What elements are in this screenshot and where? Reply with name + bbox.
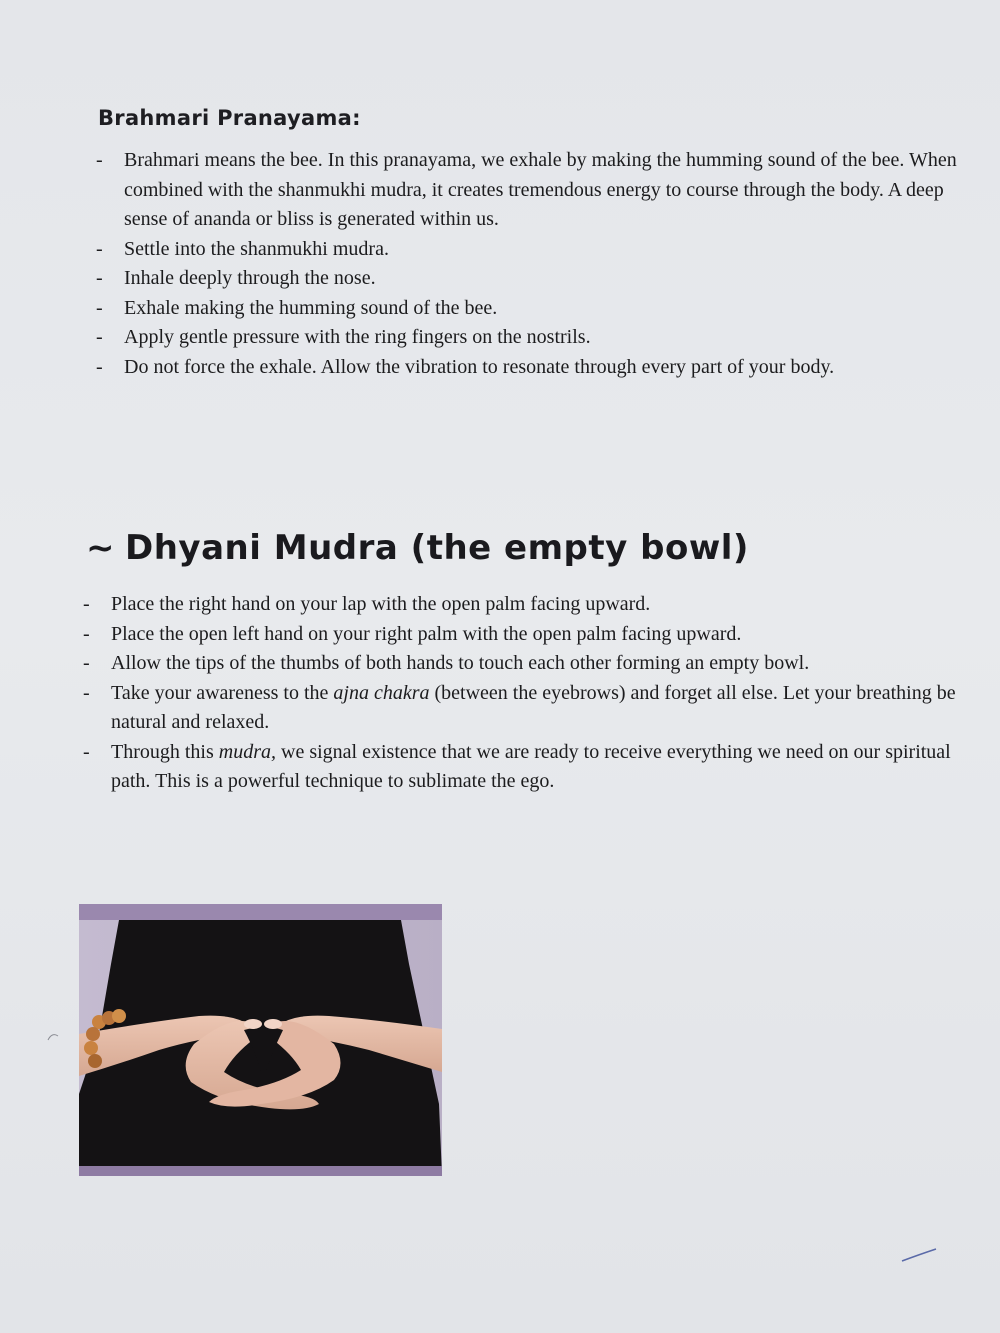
- list-item: [96, 323, 964, 353]
- list-item-text: Brahmari means the bee. In this pranayama, we exhale by making the humming sound of the bee. When combined with the shanmukhi mudra, it creates tremendous energy to course through the body. A deep sense of ananda or bliss is generated within us.: [124, 149, 957, 230]
- list-item: [96, 235, 964, 265]
- bullet-dash: -: [83, 740, 90, 763]
- list-item: [83, 738, 971, 797]
- right-thumb-tip: [264, 1019, 282, 1029]
- dhyani-mudra-heading: [86, 528, 749, 568]
- bullet-dash: -: [96, 149, 103, 171]
- list-item-text: Do not force the exhale. Allow the vibration to resonate through every part of your body.: [124, 355, 835, 378]
- list-item-text: (between the eyebrows) and forget all else. Let your breathing be natural and relaxed.: [111, 681, 956, 733]
- bullet-dash: -: [96, 326, 103, 348]
- dhyani-steps-list: [83, 590, 971, 797]
- bullet-dash: -: [83, 681, 90, 704]
- left-thumb-tip: [244, 1019, 262, 1029]
- dhyani-mudra-hands-photo: [79, 904, 442, 1176]
- dhyani-mudra-title: Dhyani Mudra (the empty bowl): [125, 528, 749, 568]
- list-item: [83, 679, 971, 738]
- bullet-dash: -: [96, 237, 103, 260]
- list-item-text: Through this: [111, 740, 219, 763]
- list-item: [83, 590, 971, 620]
- tilde-prefix: ~: [86, 528, 115, 568]
- list-item-text: Inhale deeply through the nose.: [124, 267, 376, 289]
- list-item-text: Apply gentle pressure with the ring fingers on the nostrils.: [124, 326, 591, 348]
- list-item: [83, 649, 971, 679]
- bullet-dash: -: [96, 267, 103, 289]
- italic-term: ajna chakra: [333, 681, 430, 704]
- brahmari-steps-list: [96, 146, 964, 382]
- photo-top-band: [79, 904, 442, 920]
- bullet-dash: -: [83, 622, 90, 645]
- bullet-dash: -: [83, 652, 90, 674]
- list-item: [96, 294, 964, 324]
- list-item-text: Take your awareness to the: [111, 681, 334, 704]
- photo-bottom-band: [79, 1166, 442, 1176]
- bullet-dash: -: [83, 593, 90, 615]
- list-item-text: we signal existence that we are ready to receive everything we need on our spiritual path. This is a powerful technique to sublimate the ego.: [111, 740, 951, 792]
- list-item: [96, 146, 964, 235]
- brahmari-pranayama-heading: Brahmari Pranayama:: [98, 106, 361, 130]
- list-item-text: Settle into the shanmukhi mudra.: [124, 237, 389, 260]
- list-item: [96, 264, 964, 294]
- list-item-text: Place the open left hand on your right palm with the open palm facing upward.: [111, 622, 742, 645]
- list-item-text: Place the right hand on your lap with the open palm facing upward.: [111, 593, 651, 615]
- italic-term: mudra,: [218, 740, 277, 763]
- mudra-illustration: [79, 904, 442, 1176]
- list-item-text: Allow the tips of the thumbs of both hands to touch each other forming an empty bowl.: [111, 652, 810, 674]
- pencil-mark: [46, 1030, 62, 1044]
- list-item-text: Exhale making the humming sound of the bee.: [124, 296, 498, 319]
- bullet-dash: -: [96, 355, 103, 378]
- pen-mark: [900, 1245, 940, 1265]
- list-item: [83, 620, 971, 650]
- list-item: [96, 353, 964, 383]
- bullet-dash: -: [96, 296, 103, 319]
